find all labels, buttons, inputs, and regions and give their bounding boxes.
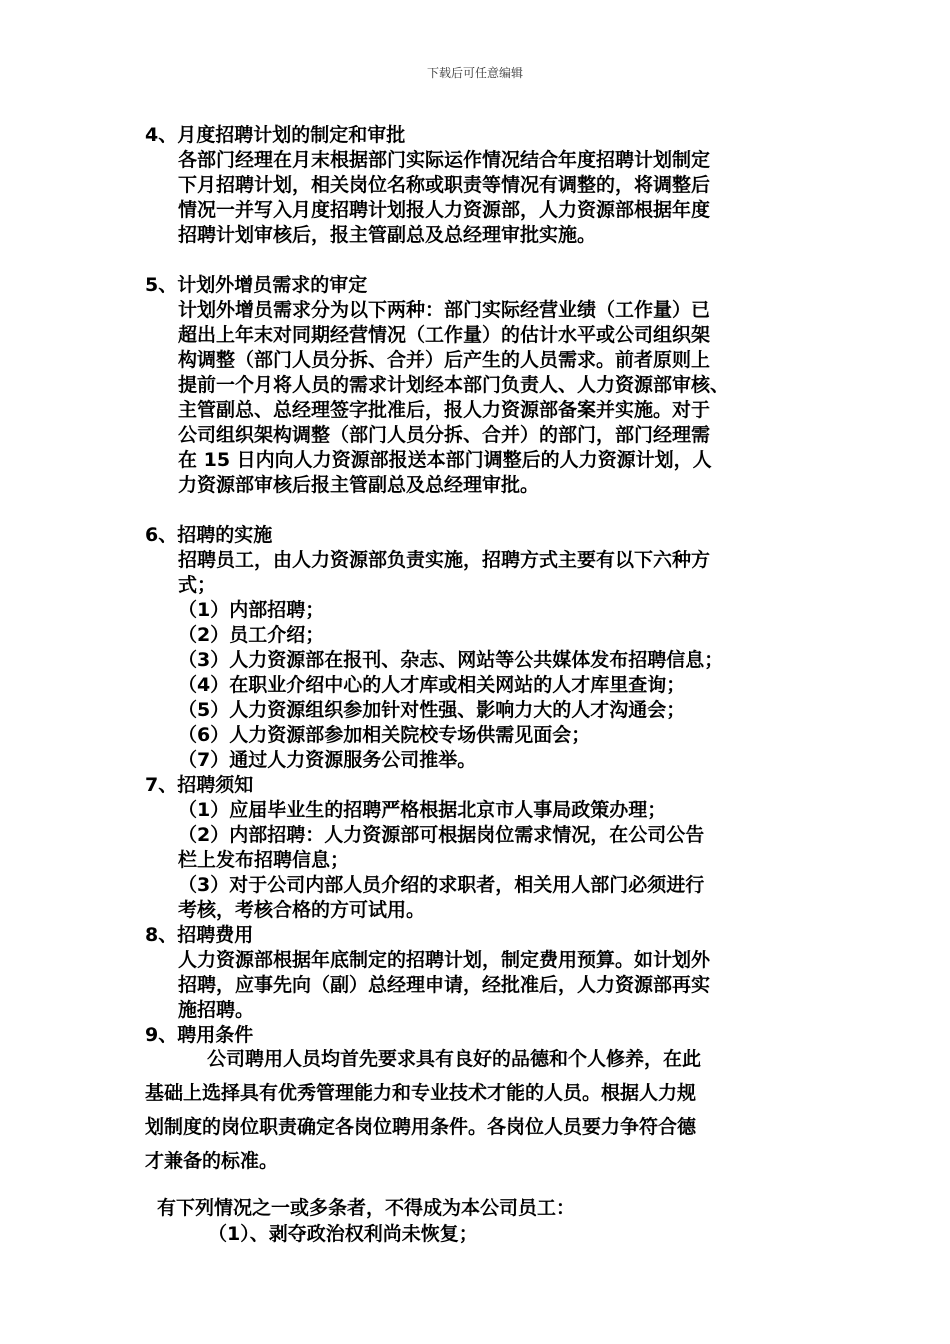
list-item: （6）人力资源部参加相关院校专场供需见面会； [178, 724, 591, 746]
section-4-body [178, 148, 818, 248]
list-item: （4）在职业介绍中心的人才库或相关网站的人才库里查询； [178, 674, 686, 696]
body-line: 公司组织架构调整（部门人员分拆、合并）的部门，部门经理需 [178, 424, 711, 446]
list-item: 考核，考核合格的方可试用。 [178, 899, 426, 921]
page-header: 下载后可任意编辑 [426, 66, 523, 80]
body-line: 施招聘。 [178, 999, 255, 1021]
body-line: 主管副总、总经理签字批准后，报人力资源部备案并实施。对于 [178, 399, 711, 421]
body-line: 情况一并写入月度招聘计划报人力资源部，人力资源部根据年度 [178, 199, 711, 221]
body-line: 提前一个月将人员的需求计划经本部门负责人、人力资源部审核、 [178, 374, 730, 396]
list-item: （7）通过人力资源服务公司推举。 [178, 749, 477, 771]
list-item: （2）员工介绍； [178, 624, 325, 646]
section-6-intro [178, 548, 818, 598]
body-line: 人力资源部根据年底制定的招聘计划，制定费用预算。如计划外 [178, 949, 711, 971]
body-line: 构调整（部门人员分拆、合并）后产生的人员需求。前者原则上 [178, 349, 711, 371]
body-line: 下月招聘计划，相关岗位名称或职责等情况有调整的，将调整后 [178, 174, 711, 196]
body-line: 才兼备的标准。 [145, 1150, 279, 1172]
list-item: （3）对于公司内部人员介绍的求职者，相关用人部门必须进行 [178, 874, 705, 896]
list-item: 栏上发布招聘信息； [178, 849, 350, 871]
body-line: 超出上年末对同期经营情况（工作量）的估计水平或公司组织架 [178, 324, 711, 346]
list-item: （1）、剥夺政治权利尚未恢复； [208, 1223, 478, 1245]
body-line: 力资源部审核后报主管副总及总经理审批。 [178, 474, 540, 496]
section-5-title: 5、计划外增员需求的审定 [145, 274, 368, 296]
section-4-title: 4、月度招聘计划的制定和审批 [145, 124, 406, 146]
body-line: 式； [178, 574, 217, 596]
list-item: （5）人力资源组织参加针对性强、影响力大的人才沟通会； [178, 699, 686, 721]
body-line: 招聘计划审核后，报主管副总及总经理审批实施。 [178, 224, 597, 246]
section-6-title: 6、招聘的实施 [145, 524, 273, 546]
section-9-subhead: 有下列情况之一或多条者，不得成为本公司员工： [157, 1197, 576, 1219]
body-line: 划制度的岗位职责确定各岗位聘用条件。各岗位人员要力争符合德 [145, 1116, 697, 1138]
section-9-body [145, 1042, 815, 1178]
body-line: 基础上选择具有优秀管理能力和专业技术才能的人员。根据人力规 [145, 1082, 697, 1104]
body-line: 各部门经理在月末根据部门实际运作情况结合年度招聘计划制定 [178, 149, 711, 171]
section-8-title: 8、招聘费用 [145, 924, 254, 946]
section-9-title: 9、聘用条件 [145, 1024, 254, 1046]
body-line: 招聘员工，由人力资源部负责实施，招聘方式主要有以下六种方 [178, 549, 711, 571]
body-line: 公司聘用人员均首先要求具有良好的品德和个人修养，在此 [207, 1048, 702, 1070]
section-8-body [178, 948, 818, 1023]
section-7-title: 7、招聘须知 [145, 774, 254, 796]
body-line: 招聘，应事先向（副）总经理申请，经批准后，人力资源部再实 [178, 974, 711, 996]
body-line: 计划外增员需求分为以下两种：部门实际经营业绩（工作量）已 [178, 299, 711, 321]
section-5-body [178, 298, 818, 498]
list-item: （3）人力资源部在报刊、杂志、网站等公共媒体发布招聘信息； [178, 649, 724, 671]
list-item: （1）应届毕业生的招聘严格根据北京市人事局政策办理； [178, 799, 667, 821]
body-line: 在 15 日内向人力资源部报送本部门调整后的人力资源计划，人 [178, 449, 712, 471]
list-item: （1）内部招聘； [178, 599, 325, 621]
list-item: （2）内部招聘：人力资源部可根据岗位需求情况，在公司公告 [178, 824, 705, 846]
